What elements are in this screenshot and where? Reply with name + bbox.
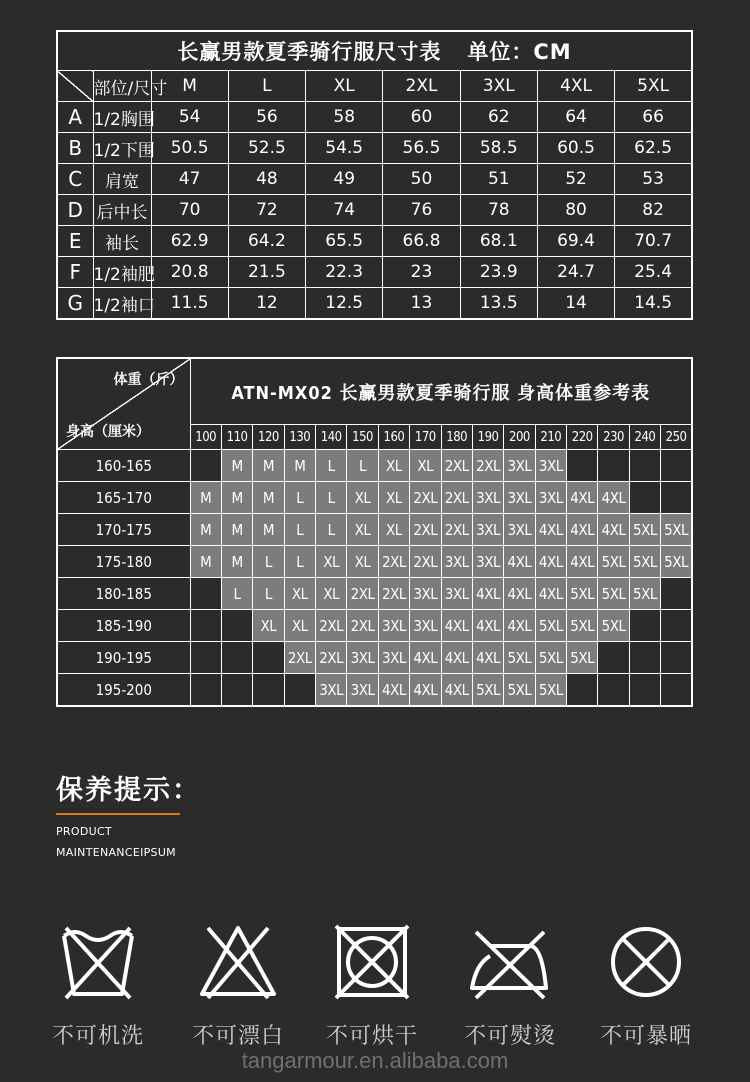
recommended-size-cell: 4XL — [535, 578, 566, 610]
measure-value: 62.5 — [615, 133, 692, 164]
measure-value: 80 — [537, 195, 614, 226]
recommended-size-cell: XL — [316, 546, 347, 578]
part-header: 部位/尺寸 — [93, 71, 151, 102]
recommended-size-cell: 4XL — [504, 578, 535, 610]
recommended-size-cell: 5XL — [567, 642, 598, 674]
empty-cell — [221, 610, 252, 642]
recommended-size-cell: 4XL — [598, 514, 629, 546]
recommended-size-cell: 5XL — [598, 578, 629, 610]
recommended-size-cell: 4XL — [504, 546, 535, 578]
ref-table-corner — [57, 358, 190, 450]
recommended-size-cell: XL — [347, 514, 378, 546]
recommended-size-cell: XL — [378, 514, 409, 546]
recommended-size-cell: 5XL — [504, 642, 535, 674]
recommended-size-cell: 5XL — [567, 610, 598, 642]
weight-header-cell: 240 — [629, 425, 660, 450]
height-weight-table — [56, 357, 693, 707]
measure-value: 69.4 — [537, 226, 614, 257]
recommended-size-cell: M — [284, 450, 315, 482]
recommended-size-cell: 3XL — [472, 514, 503, 546]
measure-value: 14 — [537, 288, 614, 320]
recommended-size-cell: 3XL — [378, 610, 409, 642]
recommended-size-cell: 3XL — [347, 642, 378, 674]
recommended-size-cell: 4XL — [441, 674, 472, 707]
measure-value: 66.8 — [383, 226, 460, 257]
size-table-row — [57, 195, 692, 226]
recommended-size-cell: XL — [316, 578, 347, 610]
recommended-size-cell: 2XL — [441, 450, 472, 482]
recommended-size-cell: 2XL — [410, 546, 441, 578]
recommended-size-cell: 2XL — [378, 546, 409, 578]
empty-cell — [661, 642, 692, 674]
weight-header-cell: 150 — [347, 425, 378, 450]
measure-value: 70 — [151, 195, 228, 226]
recommended-size-cell: 5XL — [661, 514, 692, 546]
height-row — [57, 674, 692, 707]
weight-header-cell: 140 — [316, 425, 347, 450]
recommended-size-cell: 4XL — [410, 674, 441, 707]
care-subtitle-maintenance: MAINTENANCEIPSUM — [56, 846, 176, 859]
weight-header-cell: 200 — [504, 425, 535, 450]
recommended-size-cell: 4XL — [567, 546, 598, 578]
empty-cell — [661, 674, 692, 707]
recommended-size-cell: M — [190, 546, 221, 578]
recommended-size-cell: 2XL — [347, 610, 378, 642]
empty-cell — [190, 578, 221, 610]
care-label-no-bleach: 不可漂白 — [191, 1024, 284, 1049]
height-axis-label: 身高（厘米） — [66, 424, 150, 440]
measure-part: 1/2袖肥 — [93, 257, 151, 288]
empty-cell — [661, 578, 692, 610]
recommended-size-cell: 2XL — [347, 578, 378, 610]
recommended-size-cell: XL — [284, 610, 315, 642]
empty-cell — [629, 674, 660, 707]
height-range-cell: 170-175 — [57, 514, 190, 546]
recommended-size-cell: L — [221, 578, 252, 610]
recommended-size-cell: 4XL — [567, 514, 598, 546]
weight-header-cell: 180 — [441, 425, 472, 450]
measure-part: 肩宽 — [93, 164, 151, 195]
measure-value: 22.3 — [306, 257, 383, 288]
recommended-size-cell: 3XL — [504, 450, 535, 482]
recommended-size-cell: 2XL — [284, 642, 315, 674]
measure-value: 72 — [228, 195, 305, 226]
size-table-unit: 单位：CM — [467, 40, 572, 64]
measure-part: 1/2袖口 — [93, 288, 151, 320]
height-row — [57, 514, 692, 546]
recommended-size-cell: M — [253, 450, 284, 482]
measure-value: 14.5 — [615, 288, 692, 320]
watermark: tangarmour.en.alibaba.com — [241, 1048, 509, 1073]
empty-cell — [221, 674, 252, 707]
recommended-size-cell: XL — [347, 546, 378, 578]
empty-cell — [284, 674, 315, 707]
recommended-size-cell: 5XL — [629, 546, 660, 578]
recommended-size-cell: 2XL — [410, 482, 441, 514]
measure-value: 53 — [615, 164, 692, 195]
measure-value: 66 — [615, 102, 692, 133]
height-row — [57, 642, 692, 674]
measure-value: 12 — [228, 288, 305, 320]
recommended-size-cell: 5XL — [535, 642, 566, 674]
measure-value: 60.5 — [537, 133, 614, 164]
recommended-size-cell: 5XL — [472, 674, 503, 707]
empty-cell — [598, 674, 629, 707]
recommended-size-cell: 2XL — [441, 482, 472, 514]
recommended-size-cell: 3XL — [504, 514, 535, 546]
recommended-size-cell: L — [316, 482, 347, 514]
recommended-size-cell: 5XL — [629, 578, 660, 610]
care-label-no-iron: 不可熨烫 — [463, 1024, 556, 1049]
measure-part: 后中长 — [93, 195, 151, 226]
measure-value: 21.5 — [228, 257, 305, 288]
measure-value: 52 — [537, 164, 614, 195]
recommended-size-cell: 2XL — [316, 642, 347, 674]
recommended-size-cell: 4XL — [378, 674, 409, 707]
empty-cell — [629, 642, 660, 674]
size-header-cell: 5XL — [615, 71, 692, 102]
recommended-size-cell: XL — [253, 610, 284, 642]
recommended-size-cell: 5XL — [598, 610, 629, 642]
measure-value: 23.9 — [460, 257, 537, 288]
measure-value: 12.5 — [306, 288, 383, 320]
size-table-header-row — [57, 71, 692, 102]
recommended-size-cell: 3XL — [535, 482, 566, 514]
care-label-no-tumble-dry: 不可烘干 — [325, 1024, 418, 1049]
measure-value: 62 — [460, 102, 537, 133]
weight-header-cell: 100 — [190, 425, 221, 450]
recommended-size-cell: 3XL — [504, 482, 535, 514]
recommended-size-cell: 2XL — [410, 514, 441, 546]
measure-value: 54 — [151, 102, 228, 133]
measure-value: 56 — [228, 102, 305, 133]
measure-value: 50.5 — [151, 133, 228, 164]
size-table-title — [57, 31, 692, 71]
care-heading: 保养提示： — [56, 775, 201, 806]
recommended-size-cell: 3XL — [472, 482, 503, 514]
recommended-size-cell: 4XL — [535, 514, 566, 546]
recommended-size-cell: M — [253, 514, 284, 546]
measure-value: 74 — [306, 195, 383, 226]
recommended-size-cell: 3XL — [441, 578, 472, 610]
weight-header-cell: 110 — [221, 425, 252, 450]
measure-value: 49 — [306, 164, 383, 195]
size-table-row — [57, 226, 692, 257]
measure-value: 13 — [383, 288, 460, 320]
recommended-size-cell: L — [284, 482, 315, 514]
empty-cell — [629, 450, 660, 482]
recommended-size-cell: M — [221, 450, 252, 482]
weight-header-cell: 250 — [661, 425, 692, 450]
empty-cell — [629, 610, 660, 642]
care-heading-underline — [56, 813, 180, 815]
recommended-size-cell: M — [221, 546, 252, 578]
care-item-no-wash — [38, 922, 158, 1050]
care-item-no-bleach — [178, 922, 298, 1050]
recommended-size-cell: M — [221, 514, 252, 546]
height-range-cell: 190-195 — [57, 642, 190, 674]
recommended-size-cell: L — [347, 450, 378, 482]
empty-cell — [253, 642, 284, 674]
size-header-cell: 3XL — [460, 71, 537, 102]
size-table-title-row — [57, 31, 692, 71]
size-header-cell: XL — [306, 71, 383, 102]
recommended-size-cell: M — [253, 482, 284, 514]
height-row — [57, 482, 692, 514]
measure-value: 48 — [228, 164, 305, 195]
recommended-size-cell: M — [221, 482, 252, 514]
no-iron-icon — [468, 922, 552, 1002]
recommended-size-cell: 3XL — [410, 610, 441, 642]
care-item-no-tumble-dry — [312, 922, 432, 1050]
size-table-row — [57, 288, 692, 320]
measure-value: 56.5 — [383, 133, 460, 164]
empty-cell — [661, 482, 692, 514]
measure-letter: B — [57, 133, 93, 164]
size-table-corner — [57, 71, 93, 102]
empty-cell — [661, 450, 692, 482]
measure-value: 82 — [615, 195, 692, 226]
recommended-size-cell: 5XL — [629, 514, 660, 546]
care-subtitle-product: PRODUCT — [56, 825, 112, 838]
recommended-size-cell: L — [316, 514, 347, 546]
size-header-cell: L — [228, 71, 305, 102]
size-table-row — [57, 102, 692, 133]
recommended-size-cell: 2XL — [378, 578, 409, 610]
recommended-size-cell: 2XL — [472, 450, 503, 482]
recommended-size-cell: XL — [284, 578, 315, 610]
measure-value: 70.7 — [615, 226, 692, 257]
empty-cell — [190, 610, 221, 642]
measure-letter: G — [57, 288, 93, 320]
measure-value: 52.5 — [228, 133, 305, 164]
recommended-size-cell: 3XL — [316, 674, 347, 707]
measure-value: 60 — [383, 102, 460, 133]
recommended-size-cell: 4XL — [441, 642, 472, 674]
measure-value: 64.2 — [228, 226, 305, 257]
height-row — [57, 610, 692, 642]
size-header-cell: M — [151, 71, 228, 102]
empty-cell — [253, 674, 284, 707]
no-sun-dry-icon — [606, 922, 686, 1002]
recommended-size-cell: 4XL — [598, 482, 629, 514]
measure-value: 24.7 — [537, 257, 614, 288]
measure-value: 68.1 — [460, 226, 537, 257]
care-label-no-sun-dry: 不可暴晒 — [599, 1024, 692, 1049]
recommended-size-cell: 3XL — [472, 546, 503, 578]
recommended-size-cell: 5XL — [535, 674, 566, 707]
height-range-cell: 175-180 — [57, 546, 190, 578]
weight-header-cell: 130 — [284, 425, 315, 450]
weight-header-cell: 230 — [598, 425, 629, 450]
recommended-size-cell: 3XL — [378, 642, 409, 674]
measure-part: 1/2下围 — [93, 133, 151, 164]
empty-cell — [598, 642, 629, 674]
care-label-no-wash: 不可机洗 — [51, 1024, 144, 1049]
size-header-cell: 2XL — [383, 71, 460, 102]
size-header-cell: 4XL — [537, 71, 614, 102]
measure-value: 23 — [383, 257, 460, 288]
recommended-size-cell: M — [190, 482, 221, 514]
measure-letter: A — [57, 102, 93, 133]
weight-axis-label: 体重（斤） — [113, 372, 184, 388]
recommended-size-cell: 5XL — [661, 546, 692, 578]
height-row — [57, 450, 692, 482]
weight-header-cell: 170 — [410, 425, 441, 450]
ref-table-title-row — [57, 358, 692, 425]
height-row — [57, 546, 692, 578]
measure-value: 78 — [460, 195, 537, 226]
measure-value: 11.5 — [151, 288, 228, 320]
care-item-no-sun-dry — [586, 922, 706, 1050]
measure-letter: D — [57, 195, 93, 226]
recommended-size-cell: XL — [378, 450, 409, 482]
empty-cell — [629, 482, 660, 514]
height-range-cell: 180-185 — [57, 578, 190, 610]
recommended-size-cell: 4XL — [504, 610, 535, 642]
measure-value: 54.5 — [306, 133, 383, 164]
measure-value: 51 — [460, 164, 537, 195]
size-table — [56, 30, 693, 320]
recommended-size-cell: 2XL — [316, 610, 347, 642]
recommended-size-cell: 3XL — [441, 546, 472, 578]
recommended-size-cell: XL — [410, 450, 441, 482]
size-table-row — [57, 257, 692, 288]
recommended-size-cell: 3XL — [410, 578, 441, 610]
measure-value: 65.5 — [306, 226, 383, 257]
empty-cell — [221, 642, 252, 674]
height-range-cell: 160-165 — [57, 450, 190, 482]
recommended-size-cell: 5XL — [598, 546, 629, 578]
empty-cell — [661, 610, 692, 642]
no-bleach-icon — [198, 922, 278, 1002]
recommended-size-cell: M — [190, 514, 221, 546]
measure-value: 58 — [306, 102, 383, 133]
recommended-size-cell: 5XL — [567, 578, 598, 610]
recommended-size-cell: 3XL — [535, 450, 566, 482]
height-range-cell: 195-200 — [57, 674, 190, 707]
size-table-row — [57, 164, 692, 195]
measure-part: 1/2胸围 — [93, 102, 151, 133]
measure-value: 64 — [537, 102, 614, 133]
weight-header-cell: 160 — [378, 425, 409, 450]
recommended-size-cell: XL — [378, 482, 409, 514]
measure-letter: C — [57, 164, 93, 195]
recommended-size-cell: 2XL — [441, 514, 472, 546]
height-row — [57, 578, 692, 610]
recommended-size-cell: 4XL — [535, 546, 566, 578]
empty-cell — [190, 674, 221, 707]
recommended-size-cell: 5XL — [504, 674, 535, 707]
recommended-size-cell: 4XL — [472, 610, 503, 642]
size-table-title-text: 长赢男款夏季骑行服尺寸表 — [177, 40, 442, 64]
recommended-size-cell: 4XL — [567, 482, 598, 514]
recommended-size-cell: L — [253, 546, 284, 578]
measure-value: 13.5 — [460, 288, 537, 320]
measure-value: 50 — [383, 164, 460, 195]
measure-letter: F — [57, 257, 93, 288]
empty-cell — [567, 450, 598, 482]
recommended-size-cell: 4XL — [441, 610, 472, 642]
no-tumble-dry-icon — [332, 922, 412, 1002]
recommended-size-cell: 4XL — [472, 642, 503, 674]
recommended-size-cell: 4XL — [472, 578, 503, 610]
recommended-size-cell: L — [316, 450, 347, 482]
weight-header-cell: 190 — [472, 425, 503, 450]
height-range-cell: 185-190 — [57, 610, 190, 642]
recommended-size-cell: L — [284, 514, 315, 546]
measure-value: 20.8 — [151, 257, 228, 288]
size-table-row — [57, 133, 692, 164]
measure-value: 62.9 — [151, 226, 228, 257]
weight-header-cell: 210 — [535, 425, 566, 450]
weight-header-cell: 120 — [253, 425, 284, 450]
no-wash-icon — [58, 922, 138, 1002]
measure-value: 76 — [383, 195, 460, 226]
measure-letter: E — [57, 226, 93, 257]
measure-value: 58.5 — [460, 133, 537, 164]
measure-value: 25.4 — [615, 257, 692, 288]
empty-cell — [190, 450, 221, 482]
empty-cell — [567, 674, 598, 707]
recommended-size-cell: L — [284, 546, 315, 578]
empty-cell — [598, 450, 629, 482]
recommended-size-cell: XL — [347, 482, 378, 514]
height-range-cell: 165-170 — [57, 482, 190, 514]
recommended-size-cell: 4XL — [410, 642, 441, 674]
recommended-size-cell: L — [253, 578, 284, 610]
measure-value: 47 — [151, 164, 228, 195]
ref-table-title: ATN-MX02 长赢男款夏季骑行服 身高体重参考表 — [190, 358, 692, 425]
care-item-no-iron — [450, 922, 570, 1050]
recommended-size-cell: 5XL — [535, 610, 566, 642]
empty-cell — [190, 642, 221, 674]
recommended-size-cell: 3XL — [347, 674, 378, 707]
measure-part: 袖长 — [93, 226, 151, 257]
weight-header-cell: 220 — [567, 425, 598, 450]
